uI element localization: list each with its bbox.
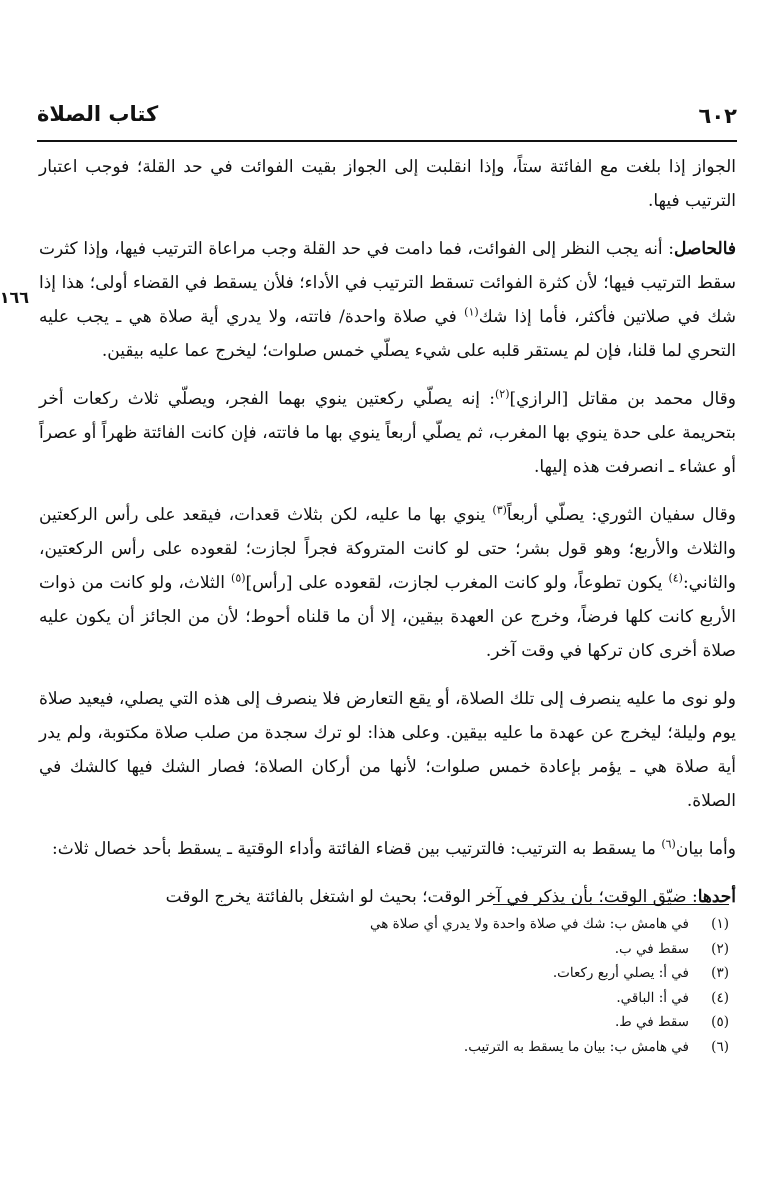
text-segment: : إنه يصلّي ركعتين ينوي بهما الفجر، ويصلّي ثلاث ركعات أخر بتحريمة على حدة ينوي بها المغرب، ثم يصلّي أربعاً ينوي بها ما فاتته، فإن كانت الفائتة ظهراً أو عصراً أو عشاء ـ انصرفت هذه إليها. bbox=[40, 389, 737, 477]
paragraph bbox=[40, 880, 737, 914]
footnote bbox=[40, 912, 730, 937]
footnotes-list bbox=[40, 912, 730, 1059]
text-segment: : ضيّق الوقت؛ بأن يذكر في آخر الوقت؛ بحيث لو اشتغل بالفائتة يخرج الوقت bbox=[166, 887, 699, 907]
text-segment: ولو نوى ما عليه ينصرف إلى تلك الصلاة، أو يقع التعارض فلا ينصرف إلى هذه التي يصلي، فيعيد صلاة يوم وليلة؛ ليخرج عن عهدة ما عليه بيقين. وعلى هذا: لو ترك سجدة من صلب صلاة مكتوبة، ولم يدر أية صلاة هي ـ يؤمر بإعادة خمس صلوات؛ لأنها من أركان الصلاة؛ فصار الشك فيها كالشك في الصلاة. bbox=[40, 689, 737, 811]
footnote-divider bbox=[494, 904, 730, 905]
footnote-text: سقط في ط. bbox=[615, 1014, 690, 1030]
footnote-reference: (٣) bbox=[493, 503, 508, 517]
footnote bbox=[40, 961, 730, 986]
text-segment: وقال سفيان الثوري: يصلّي أربعاً bbox=[507, 505, 737, 525]
paragraph bbox=[40, 382, 737, 484]
lead-word: فالحاصل bbox=[675, 239, 737, 259]
footnote-text: في أ: الباقي. bbox=[617, 989, 690, 1006]
text-segment: الجواز إذا بلغت مع الفائتة ستاً، وإذا انقلبت إلى الجواز بقيت الفوائت في حد القلة؛ فوجب اعتبار الترتيب فيها. bbox=[40, 157, 737, 211]
footnote-reference: (٦) bbox=[662, 837, 677, 851]
text-segment: : أنه يجب النظر إلى الفوائت، فما دامت في حد القلة وجب مراعاة الترتيب فيها، وإذا كثرت سقط الترتيب فيها؛ لأن كثرة الفوائت تسقط الترتيب في الأداء؛ فلأن يسقط في القضاء أولى؛ هذا إذا شك في صلاتين فأكثر، فأما إذا شك bbox=[40, 239, 737, 327]
paragraph bbox=[40, 498, 737, 668]
page-header bbox=[38, 100, 738, 134]
text-segment: في صلاة واحدة/ فاتته، ولا يدري أية صلاة هي ـ يجب عليه التحري لما قلنا، فإن لم يستقر قلبه على شيء يصلّي خمس صلوات؛ ليخرج عما عليه بيقين. bbox=[40, 307, 737, 361]
main-text bbox=[40, 150, 737, 928]
text-segment: وقال محمد بن مقاتل [الرازي] bbox=[510, 389, 737, 409]
header-divider bbox=[38, 140, 738, 142]
manuscript-folio-marker: ١٦٦ bbox=[0, 288, 30, 307]
paragraph bbox=[40, 682, 737, 818]
footnote-number: (٤) bbox=[712, 989, 730, 1006]
footnote-text: في أ: يصلي أربع ركعات. bbox=[553, 965, 690, 981]
footnote bbox=[40, 1035, 730, 1060]
footnote-text: سقط في ب. bbox=[615, 940, 690, 957]
paragraph bbox=[40, 150, 737, 218]
footnote bbox=[40, 1010, 730, 1035]
footnote-number: (٢) bbox=[712, 940, 730, 957]
footnote-reference: (١) bbox=[465, 305, 480, 319]
lead-word: أحدها bbox=[698, 887, 737, 907]
text-segment: الثلاث، ولو كانت من ذوات الأربع كانت كلها فرضاً، وخرج عن العهدة بيقين، إلا أن ما قلناه أحوط؛ لأن من الجائز أن يكون عليه صلاة أخرى كان تركها في وقت آخر. bbox=[40, 573, 737, 661]
paragraph bbox=[40, 832, 737, 866]
text-segment: يكون تطوعاً، ولو كانت المغرب لجازت، لقعوده على [رأس] bbox=[246, 573, 670, 593]
paragraph bbox=[40, 232, 737, 368]
footnote-reference: (٥) bbox=[232, 571, 247, 585]
footnote-number: (١) bbox=[712, 916, 730, 932]
text-segment: ينوي بها ما عليه، لكن بثلاث قعدات، فيقعد على رأس الركعتين والثلاث والأربع؛ وهو قول بشر؛ حتى لو كانت المتروكة فجراً لجازت؛ لقعوده على رأس الركعتين، والثاني: bbox=[40, 505, 738, 593]
footnote-number: (٣) bbox=[712, 965, 730, 981]
footnote-reference: (٤) bbox=[669, 571, 684, 585]
footnote-number: (٥) bbox=[712, 1014, 730, 1030]
footnote-text: في هامش ب: بيان ما يسقط به الترتيب. bbox=[464, 1038, 690, 1055]
footnote-reference: (٢) bbox=[495, 387, 511, 401]
footnote bbox=[40, 986, 730, 1011]
footnote bbox=[40, 937, 730, 962]
page-number: ٦٠٢ bbox=[699, 104, 738, 128]
footnote-text: في هامش ب: شك في صلاة واحدة ولا يدري أي صلاة هي bbox=[370, 916, 690, 932]
text-segment: ما يسقط به الترتيب: فالترتيب بين قضاء الفائتة وأداء الوقتية ـ يسقط بأحد خصال ثلاث: bbox=[53, 839, 663, 859]
running-title: كتاب الصلاة bbox=[38, 102, 160, 126]
footnote-number: (٦) bbox=[712, 1038, 730, 1055]
text-segment: وأما بيان bbox=[676, 839, 737, 859]
